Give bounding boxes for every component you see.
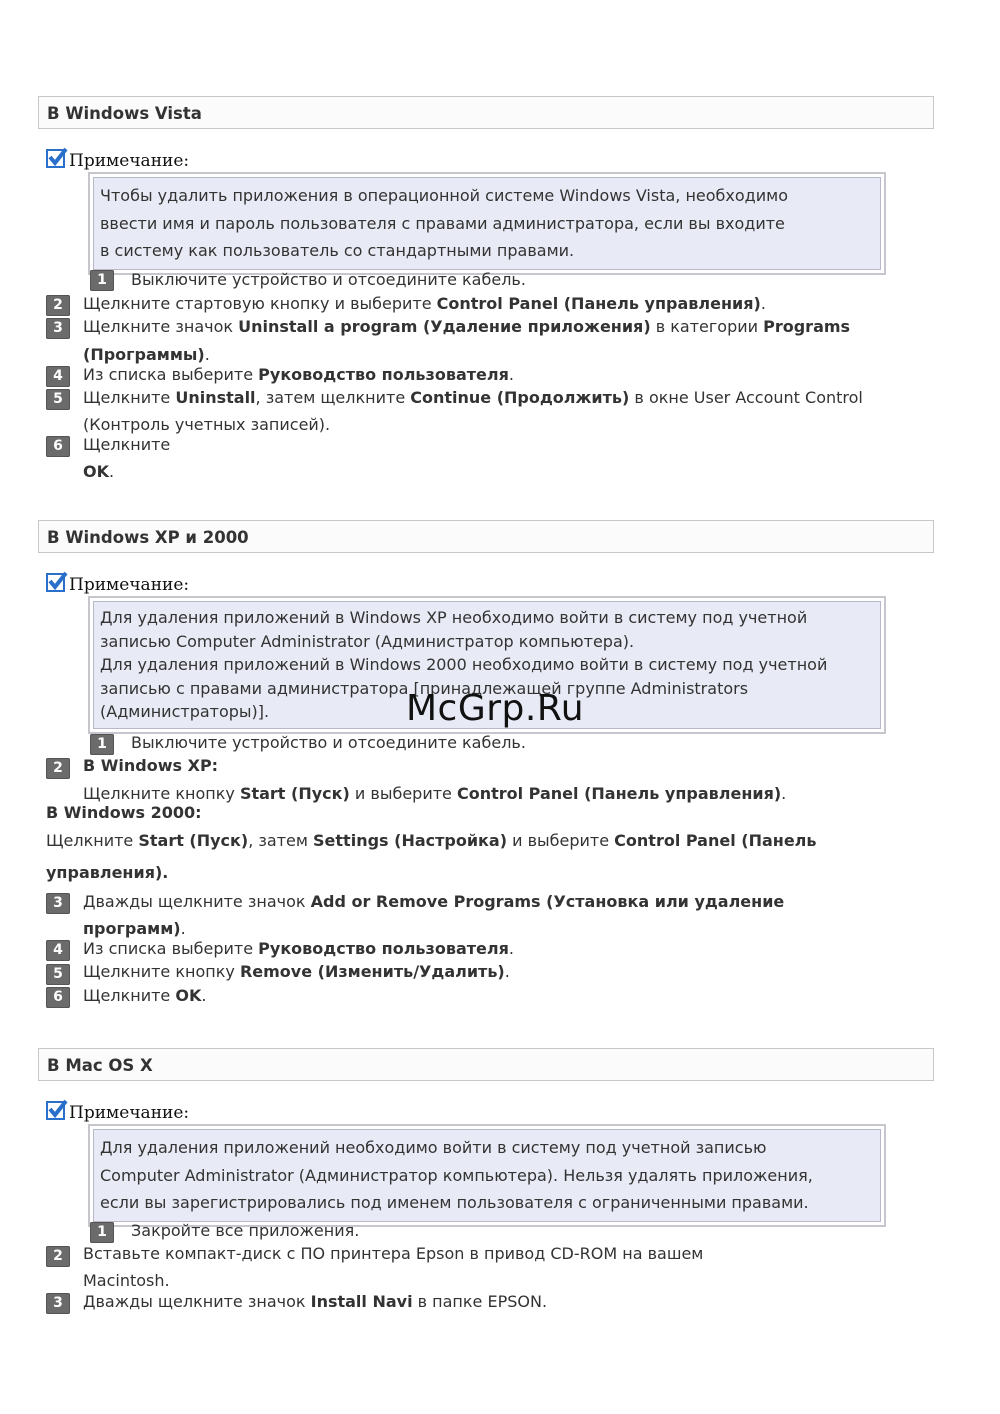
step-text: Дважды щелкните значок Add or Remove Programs (Установка или удаление	[83, 892, 785, 911]
step-number-badge: 4	[46, 366, 70, 387]
section-header-vista: В Windows Vista	[38, 96, 934, 129]
step-text: Дважды щелкните значок Install Navi в папке EPSON.	[83, 1292, 548, 1311]
note-box	[88, 172, 886, 275]
note-box	[88, 1124, 886, 1227]
step-text: Щелкните	[83, 435, 171, 454]
note-text: Для удаления приложений в Windows 2000 необходимо войти в систему под учетной	[100, 655, 828, 674]
note-text: записью с правами администратора [принадлежащей группе Administrators	[100, 678, 749, 698]
step-text: Щелкните кнопку Start (Пуск) и выберите Control Panel (Панель управления).	[83, 784, 787, 803]
note-text: ввести имя и пароль пользователя с правами администратора, если вы входите	[100, 213, 785, 233]
note-text: Computer Administrator (Администратор компьютера). Нельзя удалять приложения,	[100, 1165, 813, 1185]
step-text: Выключите устройство и отсоедините кабель.	[131, 733, 526, 752]
note-text: в систему как пользователь со стандартными правами.	[100, 241, 575, 260]
note-text: Для удаления приложений необходимо войти в систему под учетной записью	[100, 1138, 767, 1157]
step-text: Выключите устройство и отсоедините кабель.	[131, 270, 526, 289]
step-number-badge: 3	[46, 318, 70, 339]
note-label: Примечание:	[46, 146, 189, 176]
note-text: Чтобы удалить приложения в операционной системе Windows Vista, необходимо	[100, 186, 788, 205]
checkmark-note-icon	[46, 1099, 68, 1121]
note-text: Для удаления приложений в Windows XP необходимо войти в систему под учетной	[100, 608, 808, 627]
watermark: McGrp.Ru	[406, 688, 585, 729]
step-text: В Windows XP:	[83, 756, 219, 775]
step-number-badge: 5	[46, 389, 70, 410]
step-number-badge: 6	[46, 987, 70, 1008]
step-number-badge: 2	[46, 1246, 70, 1267]
step-text: Из списка выберите Руководство пользователя.	[83, 939, 514, 958]
step-text: Щелкните Start (Пуск), затем Settings (Настройка) и выберите Control Panel (Панель	[46, 831, 817, 850]
step-text: Macintosh.	[83, 1271, 170, 1290]
step-text: (Контроль учетных записей).	[83, 415, 331, 434]
step-text: (Программы).	[83, 345, 210, 364]
step-number-badge: 1	[90, 270, 114, 291]
checkmark-note-icon	[46, 147, 68, 169]
note-text: если вы зарегистрировались под именем пользователя с ограниченными правами.	[100, 1193, 809, 1212]
note-text: записью Computer Administrator (Администратор компьютера).	[100, 631, 635, 651]
step-text: Щелкните OK.	[83, 986, 207, 1005]
step-number-badge: 3	[46, 1293, 70, 1314]
section-header-xp-2000: В Windows XP и 2000	[38, 520, 934, 553]
step-text: Щелкните стартовую кнопку и выберите Control Panel (Панель управления).	[83, 294, 766, 313]
section-header-mac: В Mac OS X	[38, 1048, 934, 1081]
note-text: (Администраторы)].	[100, 702, 270, 721]
step-text: В Windows 2000:	[46, 803, 202, 822]
step-number-badge: 1	[90, 1222, 114, 1243]
step-text: Из списка выберите Руководство пользователя.	[83, 365, 514, 384]
step-number-badge: 2	[46, 758, 70, 779]
step-number-badge: 4	[46, 940, 70, 961]
step-text: Вставьте компакт-диск с ПО принтера Epson в привод CD-ROM на вашем	[83, 1244, 704, 1263]
step-number-badge: 2	[46, 295, 70, 316]
step-number-badge: 1	[90, 734, 114, 755]
note-label: Примечание:	[46, 570, 189, 600]
step-number-badge: 5	[46, 964, 70, 985]
checkmark-note-icon	[46, 571, 68, 593]
step-text: Щелкните кнопку Remove (Изменить/Удалить).	[83, 962, 510, 981]
step-text: управления).	[46, 863, 169, 882]
step-number-badge: 6	[46, 436, 70, 457]
step-text: OK.	[83, 462, 115, 481]
step-text: программ).	[83, 919, 186, 938]
step-text: Щелкните Uninstall, затем щелкните Continue (Продолжить) в окне User Account Control	[83, 388, 863, 407]
step-text: Закройте все приложения.	[131, 1221, 360, 1240]
step-text: Щелкните значок Uninstall a program (Удаление приложения) в категории Programs	[83, 317, 851, 336]
note-label: Примечание:	[46, 1098, 189, 1128]
step-number-badge: 3	[46, 893, 70, 914]
